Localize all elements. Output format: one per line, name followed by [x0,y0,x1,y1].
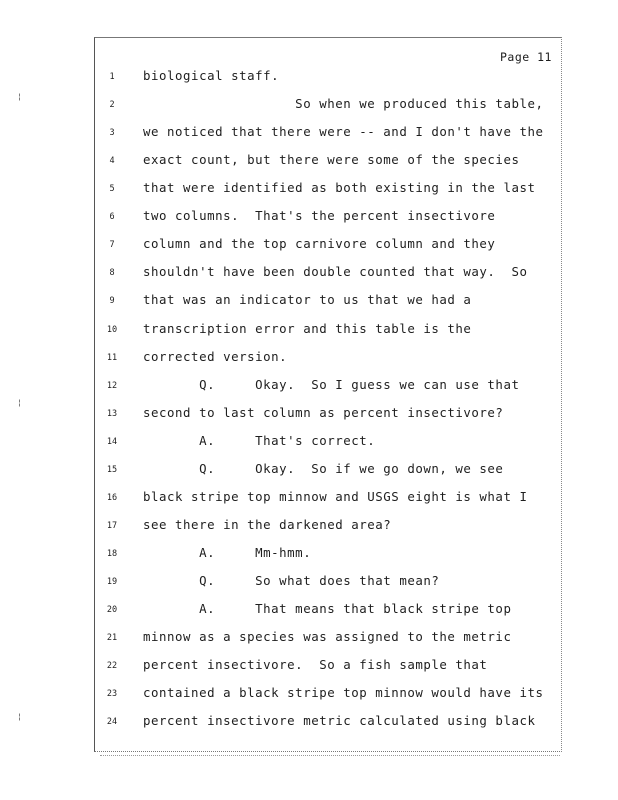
line-number: 23 [106,689,118,700]
transcript-line [0,405,618,425]
line-number: 20 [106,605,118,615]
line-number: 7 [109,240,115,251]
line-number: 5 [109,184,115,195]
transcript-line [0,377,618,397]
transcript-line [0,657,618,677]
line-text: exact count, but there were some of the species [143,152,520,168]
line-number: 2 [109,100,115,110]
line-number: 24 [106,717,118,728]
transcript-line [0,489,618,509]
transcript-line [0,208,618,228]
line-text: contained a black stripe top minnow would have its [143,685,544,701]
line-text: we noticed that there were -- and I don't have the [143,124,544,140]
line-text: A. That means that black stripe top [143,601,512,616]
line-text: A. Mm-hmm. [143,544,312,560]
margin-mark: ¦ [17,712,22,721]
line-number: 9 [109,296,115,307]
line-text: that were identified as both existing in the last [143,180,536,196]
line-text: see there in the darkened area? [143,516,392,532]
line-number: 16 [106,492,118,503]
line-number: 6 [109,212,115,223]
line-text: biological staff. [143,68,280,83]
transcript-line [0,96,618,116]
transcript-line [0,152,618,172]
transcript-line [0,629,618,649]
line-text: transcription error and this table is the [143,320,472,336]
transcript-line [0,292,618,312]
bottom-rule [100,755,560,756]
line-number: 3 [109,128,115,139]
line-number: 17 [106,520,118,531]
line-text: Q. Okay. So I guess we can use that [143,376,520,392]
transcript-line [0,433,618,453]
line-text: A. That's correct. [143,432,376,448]
transcript-line [0,601,618,621]
line-text: percent insectivore. So a fish sample that [143,657,488,673]
line-text: column and the top carnivore column and they [143,236,496,252]
page-number: Page 11 [500,50,552,64]
line-number: 21 [106,633,118,643]
line-text: Q. So what does that mean? [143,572,440,588]
transcript-line [0,713,618,733]
transcript-line [0,461,618,481]
transcript-line [0,180,618,200]
line-number: 19 [106,576,118,587]
line-text: So when we produced this table, [143,96,544,111]
line-number: 12 [106,380,118,391]
transcript-line [0,685,618,705]
line-number: 15 [106,464,118,475]
line-number: 1 [109,72,115,82]
line-number: 10 [106,324,118,335]
line-text: minnow as a species was assigned to the metric [143,629,512,644]
line-text: shouldn't have been double counted that way. So [143,264,528,280]
line-number: 8 [109,268,115,279]
transcript-line [0,321,618,341]
transcript-line [0,264,618,284]
transcript-line [0,545,618,565]
line-text: second to last column as percent insectivore? [143,404,504,420]
line-number: 4 [109,156,115,167]
margin-mark: ¦ [17,92,22,101]
line-text: Q. Okay. So if we go down, we see [143,460,504,476]
line-number: 13 [106,408,118,419]
line-number: 14 [106,436,118,447]
line-text: percent insectivore metric calculated using black [143,713,536,729]
transcript-line [0,68,618,88]
line-text: corrected version. [143,348,288,364]
transcript-line [0,349,618,369]
line-text: that was an indicator to us that we had a [143,292,472,308]
line-number: 11 [106,352,118,363]
line-text: two columns. That's the percent insectivore [143,208,496,224]
transcript-line [0,573,618,593]
transcript-line [0,517,618,537]
line-number: 18 [106,548,118,559]
transcript-line [0,236,618,256]
line-text: black stripe top minnow and USGS eight is what I [143,488,528,504]
margin-mark: ¦ [17,398,22,407]
line-number: 22 [106,661,118,672]
transcript-line [0,124,618,144]
